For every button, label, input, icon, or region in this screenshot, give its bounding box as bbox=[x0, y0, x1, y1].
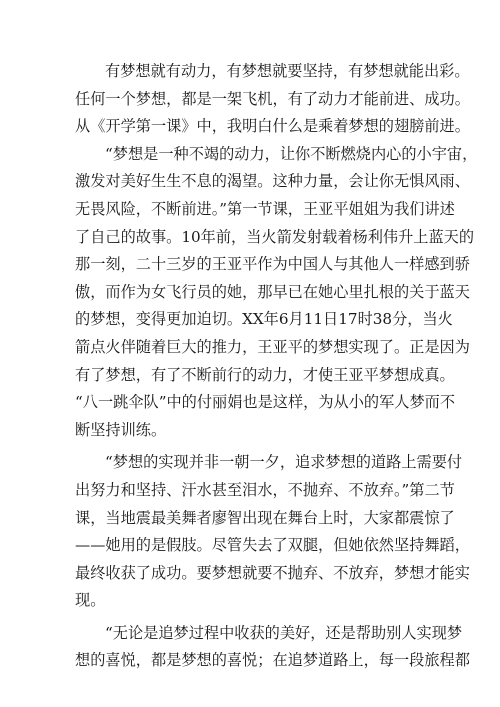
text-line: “无论是追梦过程中收获的美好，还是帮助别人实现梦 bbox=[105, 623, 463, 642]
paragraph-1 bbox=[75, 58, 470, 141]
text-line: 任何一个梦想，都是一架飞机，有了动力才能前进、成功。 bbox=[75, 89, 470, 108]
text-line: 课，当地震最美舞者廖智出现在舞台上时，大家都震惊了 bbox=[75, 508, 455, 527]
text-line: 最终收获了成功。要梦想就要不抛弃、不放弃，梦想才能实 bbox=[75, 563, 470, 582]
text-line: 断坚持训练。 bbox=[75, 420, 167, 439]
text-line: 那一刻，二十三岁的王亚平作为中国人与其他人一样感到骄 bbox=[75, 255, 470, 274]
text-line: “梦想是一种不竭的动力，让你不断燃烧内心的小宇宙， bbox=[105, 144, 478, 163]
text-line: “八一跳伞队”中的付丽娟也是这样，为从小的军人梦而不 bbox=[75, 393, 456, 412]
text-line: 的梦想，变得更加迫切。XX年6月11日17时38分，当火 bbox=[75, 310, 453, 329]
text-line: 想的喜悦，都是梦想的喜悦；在追梦道路上，每一段旅程都 bbox=[75, 651, 470, 670]
text-line: 出努力和坚持、汗水甚至泪水，不抛弃、不放弃。”第二节 bbox=[75, 480, 455, 499]
text-line: “梦想的实现并非一朝一夕，追求梦想的道路上需要付 bbox=[105, 453, 463, 472]
text-line: 箭点火伴随着巨大的推力，王亚平的梦想实现了。正是因为 bbox=[75, 337, 470, 356]
text-line: 现。 bbox=[75, 591, 106, 610]
document-page bbox=[75, 58, 478, 675]
text-line: 傲，而作为女飞行员的她，那早已在她心里扎根的关于蓝天 bbox=[75, 282, 470, 301]
text-line: 激发对美好生生不息的渴望。这种力量，会让你无惧风雨、 bbox=[75, 172, 470, 191]
text-line: 有梦想就有动力，有梦想就要坚持，有梦想就能出彩。 bbox=[105, 62, 470, 80]
paragraph-3 bbox=[75, 449, 470, 615]
paragraph-2 bbox=[75, 141, 478, 445]
text-line: 了自己的故事。10年前，当火箭发射载着杨利伟升上蓝天的 bbox=[75, 227, 475, 246]
text-line: 从《开学第一课》中，我明白什么是乘着梦想的翅膀前进。 bbox=[75, 117, 470, 136]
text-line: ——她用的是假肢。尽管失去了双腿，但她依然坚持舞蹈， bbox=[75, 536, 470, 555]
text-line: 无畏风险，不断前进。”第一节课，王亚平姐姐为我们讲述 bbox=[75, 199, 455, 218]
paragraph-4 bbox=[75, 620, 470, 675]
text-line: 有了梦想，有了不断前行的动力，才使王亚平梦想成真。 bbox=[75, 365, 455, 384]
